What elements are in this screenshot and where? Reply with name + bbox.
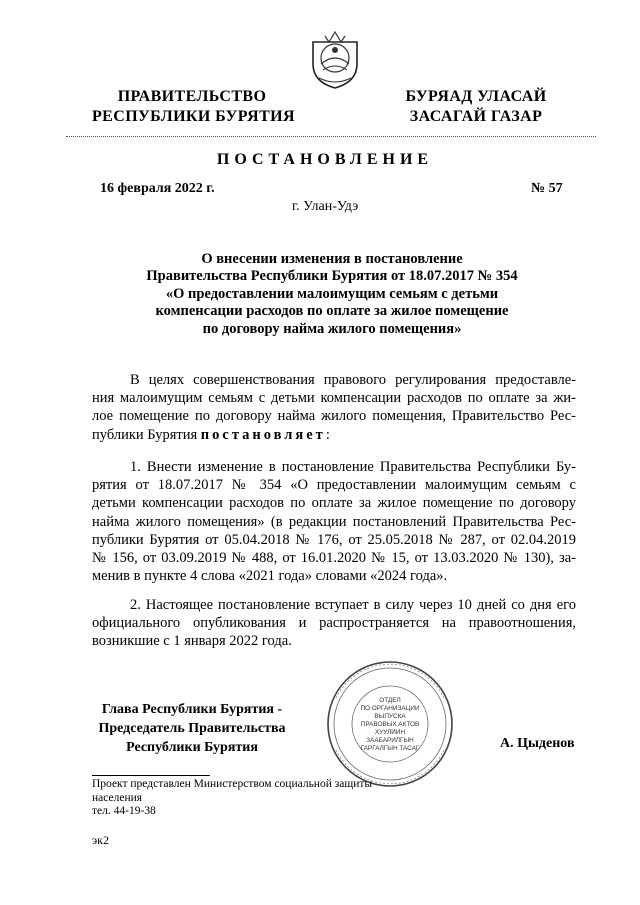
signatory-name: А. Цыденов <box>500 736 575 751</box>
footnote-divider <box>92 775 210 776</box>
seal-line: ПО ОРГАНИЗАЦИИ <box>360 705 420 712</box>
document-number: № 57 <box>531 181 563 196</box>
preamble-paragraph: В целях совершенствования правового регулирования предоставле- ния малоимущим семьям с детьми компенсации расходов по оплате за жи- лое помещение по договору найма жилого помещения, Правительство Рес- публики Бурятия постановляет: <box>92 372 576 443</box>
document-title: О внесении изменения в постановление Правительства Республики Бурятия от 18.07.2017 № 354 «О предоставлении малоимущим семьям с детьми компенсации расходов по оплате за жилое помещение по договору найма жилого помещения» <box>146 251 518 337</box>
seal-line: ВЫПУСКА <box>374 713 406 720</box>
document-type: ПОСТАНОВЛЕНИЕ <box>216 151 434 168</box>
header-divider <box>66 136 596 137</box>
footnote: Проект представлен Министерством социальной защиты населения тел. 44-19-38 <box>92 778 373 818</box>
item-2-paragraph: 2. Настоящее постановление вступает в силу через 10 дней со дня его официального опубликования и распространяется на правоотношения, возникшие с 1 января 2022 года. <box>92 597 576 650</box>
government-name-ru: ПРАВИТЕЛЬСТВО РЕСПУБЛИКИ БУРЯТИЯ <box>92 88 295 125</box>
document-date: 16 февраля 2022 г. <box>100 181 215 196</box>
republic-emblem-icon <box>305 28 365 90</box>
seal-line: ГАРГАЛГЫН ТАСАГ <box>360 745 420 752</box>
signatory-position: Глава Республики Бурятия - Председатель Правительства Республики Бурятия <box>98 702 286 755</box>
item-1-paragraph: 1. Внести изменение в постановление Правительства Республики Бу- рятия от 18.07.2017 № 354 «О предоставлении малоимущим семьям с детьми компенсации расходов по оплате за жилое помещение по договору найма жилого помещения» (в редакции постановлений Правительства Рес- публики Бурятия от 05.04.2018 № 176, от 25.05.2018 № 287, от 02.04.2019 № 156, от 03.09.2019 № 488, от 16.01.2020 № 15, от 13.03.2020 № 130), за- менив в пункте 4 слова «2021 года» словами «2024 года». <box>92 459 576 585</box>
seal-line: ПРАВОВЫХ АКТОВ <box>360 721 420 728</box>
seal-line: ХУУЛИИН <box>374 729 406 736</box>
official-seal-stamp <box>310 658 470 790</box>
government-name-bua: БУРЯАД УЛАСАЙ ЗАСАГАЙ ГАЗАР <box>405 88 547 125</box>
decree-word: постановляет <box>200 426 326 443</box>
seal-line: ОТДЕЛ <box>379 697 401 704</box>
document-code: эк2 <box>92 833 109 847</box>
document-city: г. Улан-Удэ <box>292 199 359 214</box>
seal-line: ЗААБАРИЛГЫН <box>366 737 414 744</box>
